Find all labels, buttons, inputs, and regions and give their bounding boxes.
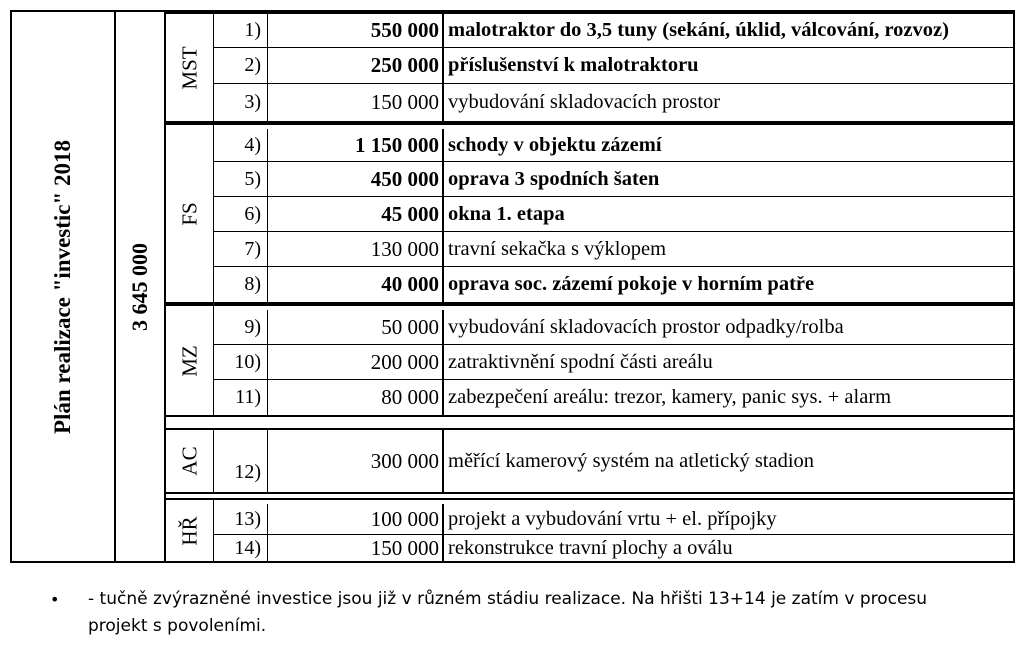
category-label: MST: [177, 45, 201, 90]
row-amount: 40 000: [268, 267, 444, 302]
row-amount: 550 000: [268, 14, 444, 47]
group-ac: [166, 428, 1013, 494]
row-description: schody v objektu zázemí: [448, 133, 662, 156]
row-number: 3): [214, 84, 268, 121]
row-description: oprava 3 spodních šaten: [448, 167, 660, 190]
category-label-cell: [166, 306, 214, 415]
table-row: [214, 129, 1013, 161]
table-row: [214, 430, 1013, 492]
table-row: [214, 266, 1013, 302]
row-number: 11): [214, 380, 268, 415]
table-row: [214, 504, 1013, 534]
table-row: [214, 196, 1013, 231]
table-row: [214, 47, 1013, 83]
row-description: oprava soc. zázemí pokoje v horním patře: [448, 273, 815, 295]
table-row: [214, 231, 1013, 266]
table-row: [214, 83, 1013, 121]
row-amount: 45 000: [268, 197, 444, 231]
row-description: travní sekačka s výklopem: [448, 237, 667, 260]
table-row: [214, 14, 1013, 47]
row-number: 10): [214, 345, 268, 379]
row-amount: 150 000: [268, 535, 444, 561]
row-description: projekt a vybudování vrtu + el. přípojky: [448, 507, 777, 530]
table-row: [214, 344, 1013, 379]
row-amount: 250 000: [268, 48, 444, 83]
investment-plan-table: [10, 10, 1015, 563]
plan-total: 3 645 000: [127, 242, 152, 331]
table-row: [214, 534, 1013, 561]
group-mst: [166, 12, 1013, 123]
row-number: 2): [214, 48, 268, 83]
category-label-cell: [166, 500, 214, 561]
row-number: 4): [214, 129, 268, 161]
row-number: 1): [214, 14, 268, 47]
category-label-cell: [166, 14, 214, 121]
category-label-cell: [166, 125, 214, 302]
row-number: 13): [214, 504, 268, 534]
row-number: 14): [214, 535, 268, 561]
category-label: AC: [177, 446, 201, 476]
group-mz: [166, 304, 1013, 417]
row-description: rekonstrukce travní plochy a oválu: [448, 536, 733, 559]
row-description: okna 1. etapa: [448, 202, 565, 225]
row-description: zabezpečení areálu: trezor, kamery, panic sys. + alarm: [448, 386, 892, 408]
row-amount: 130 000: [268, 232, 444, 266]
category-label: MZ: [177, 344, 201, 377]
row-number: 8): [214, 267, 268, 302]
row-number: 9): [214, 310, 268, 344]
row-number: 6): [214, 197, 268, 231]
row-description: vybudování skladovacích prostor: [448, 91, 721, 113]
bullet-icon: •: [50, 590, 60, 609]
table-row: [214, 161, 1013, 196]
row-description: zatraktivnění spodní části areálu: [448, 350, 713, 373]
row-amount: 450 000: [268, 162, 444, 196]
footnote: [50, 586, 990, 640]
category-label: FS: [177, 201, 201, 226]
category-label-cell: [166, 430, 214, 492]
row-number: 12): [214, 430, 268, 492]
row-amount: 300 000: [268, 430, 444, 492]
row-description: měřící kamerový systém na atletický stadion: [448, 449, 815, 472]
row-amount: 100 000: [268, 504, 444, 534]
category-label: HŘ: [177, 515, 201, 546]
row-amount: 150 000: [268, 84, 444, 121]
row-amount: 200 000: [268, 345, 444, 379]
row-number: 7): [214, 232, 268, 266]
plan-title: Plán realizace "investic" 2018: [50, 139, 75, 434]
group-fs: [166, 123, 1013, 304]
row-description: příslušenství k malotraktoru: [448, 54, 699, 76]
plan-total-column: [116, 12, 166, 561]
table-row: [214, 310, 1013, 344]
group-hr: [166, 498, 1013, 561]
row-amount: 1 150 000: [268, 129, 444, 161]
plan-title-column: [12, 12, 116, 561]
footnote-text: - tučně zvýrazněné investice jsou již v různém stádiu realizace. Na hřišti 13+14 je zatím v procesu projekt s povoleními.: [88, 589, 928, 636]
row-amount: 80 000: [268, 380, 444, 415]
row-amount: 50 000: [268, 310, 444, 344]
row-description: vybudování skladovacích prostor odpadky/rolba: [448, 315, 844, 338]
table-row: [214, 379, 1013, 415]
row-description: malotraktor do 3,5 tuny (sekání, úklid, válcování, rozvoz): [448, 19, 949, 41]
row-number: 5): [214, 162, 268, 196]
